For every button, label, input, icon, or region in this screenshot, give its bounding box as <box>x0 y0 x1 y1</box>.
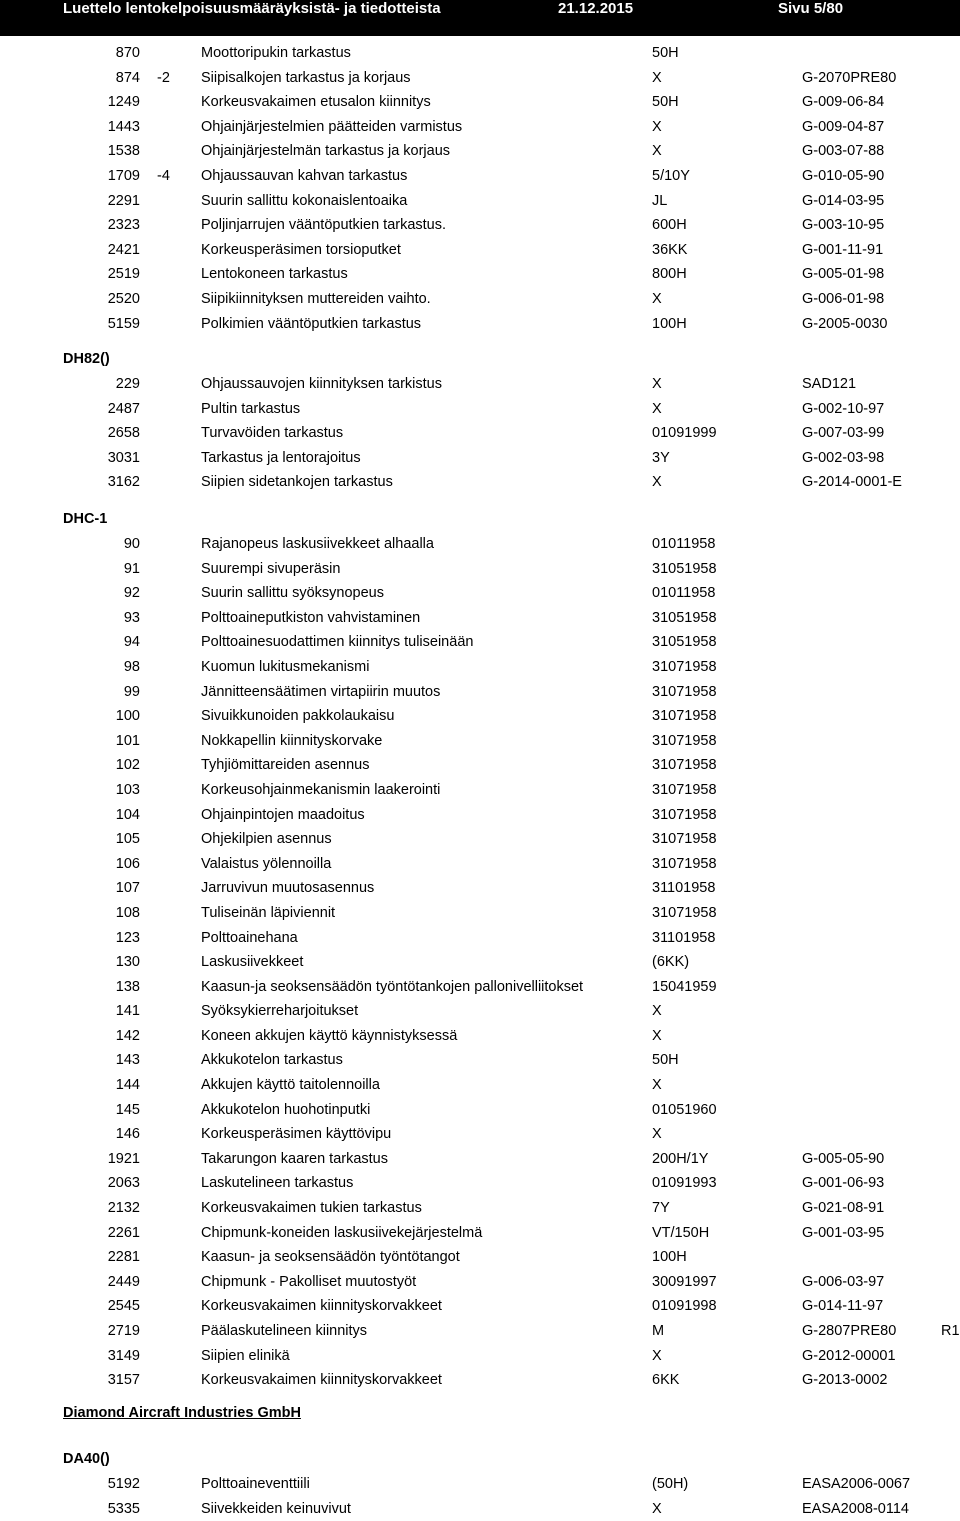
directive-validity: 31071958 <box>652 781 717 798</box>
directive-reference: G-005-05-90 <box>802 1150 885 1167</box>
directive-description: Korkeusvakaimen kiinnityskorvakkeet <box>201 1372 442 1389</box>
directive-description: Korkeusvakaimen kiinnityskorvakkeet <box>201 1298 442 1315</box>
directive-validity: 01051960 <box>652 1101 717 1118</box>
directive-validity: 5/10Y <box>652 167 690 184</box>
directive-description: Turvavöiden tarkastus <box>201 425 344 442</box>
directive-validity: 31051958 <box>652 560 717 577</box>
directive-validity: 3Y <box>652 449 670 466</box>
directive-number: 92 <box>123 585 140 602</box>
directive-number: 130 <box>115 954 140 971</box>
table-row <box>0 139 960 164</box>
table-row <box>0 1073 960 1098</box>
directive-description: Chipmunk - Pakolliset muutostyöt <box>201 1273 417 1290</box>
table-row <box>0 470 960 495</box>
directive-number: 229 <box>115 376 140 392</box>
table-row <box>0 680 960 705</box>
directive-number: 144 <box>115 1077 140 1094</box>
directive-validity: (6KK) <box>652 954 690 971</box>
directive-description: Akkukotelon tarkastus <box>201 1052 343 1069</box>
table-row <box>0 876 960 901</box>
directive-number: 2421 <box>107 241 140 258</box>
directive-reference: G-2005-0030 <box>802 315 888 332</box>
directive-number: 107 <box>115 880 140 897</box>
directive-validity: X <box>652 376 662 392</box>
directive-validity: M <box>652 1323 665 1339</box>
directive-description: Koneen akkujen käyttö käynnistyksessä <box>201 1027 458 1044</box>
directive-number: 1921 <box>107 1150 140 1167</box>
directive-number: 2132 <box>107 1200 140 1217</box>
directive-number: 2281 <box>107 1249 140 1266</box>
table-row <box>0 827 960 852</box>
directive-suffix: -4 <box>157 167 170 184</box>
directive-reference: G-003-07-88 <box>802 143 885 160</box>
directive-validity: 31071958 <box>652 806 717 823</box>
directive-reference: G-006-01-98 <box>802 290 885 307</box>
type-heading-dh82: DH82() <box>63 351 110 367</box>
table-row <box>0 557 960 582</box>
directive-description: Korkeusvakaimen etusalon kiinnitys <box>201 94 431 111</box>
directive-number: 108 <box>115 904 140 921</box>
directive-description: Siipisalkojen tarkastus ja korjaus <box>201 69 411 86</box>
directive-reference: G-2013-0002 <box>802 1372 888 1389</box>
directive-number: 100 <box>115 708 140 725</box>
directive-reference: G-001-03-95 <box>802 1224 885 1241</box>
directive-number: 2323 <box>107 217 140 234</box>
directive-description: Jarruvivun muutosasennus <box>201 880 375 897</box>
directive-validity: X <box>652 143 662 160</box>
document-title: Luettelo lentokelpoisuusmääräyksistä- ja tiedotteista <box>63 0 441 17</box>
directive-validity: 31071958 <box>652 855 717 872</box>
directive-extra: R1 <box>941 1323 960 1339</box>
directive-validity: X <box>652 1077 662 1094</box>
table-row <box>0 753 960 778</box>
table-row <box>0 1221 960 1246</box>
directive-description: Rajanopeus laskusiivekkeet alhaalla <box>201 536 434 552</box>
directive-number: 5335 <box>107 1500 140 1517</box>
directive-validity: X <box>652 474 662 491</box>
directive-validity: X <box>652 400 662 417</box>
directive-validity: 30091997 <box>652 1273 717 1290</box>
table-row <box>0 852 960 877</box>
directive-description: Polttoaineputkiston vahvistaminen <box>201 609 421 626</box>
table-row <box>0 262 960 287</box>
directive-description: Siivekkeiden keinuvivut <box>201 1500 351 1517</box>
directive-description: Poljinjarrujen vääntöputkien tarkastus. <box>201 217 447 234</box>
table-row <box>0 532 960 557</box>
directive-number: 99 <box>123 683 140 700</box>
directive-description: Korkeusperäsimen torsioputket <box>201 241 401 258</box>
directive-number: 5159 <box>107 315 140 332</box>
directive-reference: G-2012-00001 <box>802 1347 896 1364</box>
table-row <box>0 164 960 189</box>
directive-description: Laskutelineen tarkastus <box>201 1175 354 1192</box>
directive-validity: X <box>652 1347 662 1364</box>
table-row <box>0 312 960 337</box>
table-row <box>0 446 960 471</box>
directive-reference: G-003-10-95 <box>802 217 885 234</box>
type-heading-dhc1: DHC-1 <box>63 511 108 527</box>
directive-validity: 01091998 <box>652 1298 717 1315</box>
directive-reference: G-002-03-98 <box>802 449 885 466</box>
table-row <box>0 115 960 140</box>
directive-suffix: -2 <box>157 69 170 86</box>
directive-description: Ohjaussauvojen kiinnityksen tarkistus <box>201 376 442 392</box>
table-row <box>0 1048 960 1073</box>
table-row <box>0 287 960 312</box>
directive-number: 2658 <box>107 425 140 442</box>
directive-number: 1538 <box>107 143 140 160</box>
directive-description: Tyhjiömittareiden asennus <box>201 757 370 774</box>
directive-description: Ohjainpintojen maadoitus <box>201 806 365 823</box>
table-row <box>0 189 960 214</box>
table-row <box>0 372 960 397</box>
table-row <box>0 1344 960 1369</box>
directive-validity: 600H <box>652 217 687 234</box>
directive-reference: G-009-06-84 <box>802 94 885 111</box>
directive-number: 874 <box>115 69 140 86</box>
table-row <box>0 1294 960 1319</box>
table-row <box>0 778 960 803</box>
directive-description: Sivuikkunoiden pakkolaukaisu <box>201 708 395 725</box>
directive-validity: 50H <box>652 94 679 111</box>
directive-reference: G-007-03-99 <box>802 425 885 442</box>
directive-number: 123 <box>115 929 140 946</box>
directive-number: 1443 <box>107 118 140 135</box>
directive-number: 143 <box>115 1052 140 1069</box>
directive-validity: 31071958 <box>652 683 717 700</box>
directive-number: 1709 <box>107 167 140 184</box>
directive-validity: 200H/1Y <box>652 1150 709 1167</box>
directive-validity: 7Y <box>652 1200 670 1217</box>
directive-validity: 31071958 <box>652 831 717 848</box>
document-date: 21.12.2015 <box>558 0 634 17</box>
directive-number: 141 <box>115 1003 140 1020</box>
directive-number: 2719 <box>107 1323 140 1339</box>
table-row <box>0 1098 960 1123</box>
directive-description: Siipikiinnityksen muttereiden vaihto. <box>201 290 431 307</box>
table-row <box>0 630 960 655</box>
directive-validity: 31101958 <box>652 929 716 946</box>
table-row <box>0 1270 960 1295</box>
directive-number: 2519 <box>107 266 140 283</box>
directive-number: 2291 <box>107 192 140 209</box>
directive-reference: G-2807PRE80 <box>802 1323 897 1339</box>
directive-number: 870 <box>115 45 140 61</box>
directive-number: 2261 <box>107 1224 140 1241</box>
directive-validity: (50H) <box>652 1476 689 1492</box>
directive-description: Tarkastus ja lentorajoitus <box>201 449 361 466</box>
manufacturer-heading: Diamond Aircraft Industries GmbH <box>63 1405 301 1421</box>
directive-number: 3157 <box>107 1372 140 1389</box>
directive-reference: G-014-03-95 <box>802 192 885 209</box>
directive-table-dhc1 <box>0 532 960 1393</box>
directive-validity: 31071958 <box>652 708 717 725</box>
type-heading-da40: DA40() <box>63 1451 110 1467</box>
directive-reference: G-021-08-91 <box>802 1200 885 1217</box>
directive-number: 146 <box>115 1126 140 1143</box>
directive-description: Syöksykierreharjoitukset <box>201 1003 359 1020</box>
directive-number: 98 <box>123 658 140 675</box>
directive-validity: 6KK <box>652 1372 680 1389</box>
directive-description: Polttoainehana <box>201 929 298 946</box>
directive-description: Lentokoneen tarkastus <box>201 266 348 283</box>
table-row <box>0 704 960 729</box>
directive-description: Kuomun lukitusmekanismi <box>201 658 370 675</box>
directive-validity: 100H <box>652 315 687 332</box>
page-header <box>0 0 960 36</box>
directive-number: 3149 <box>107 1347 140 1364</box>
directive-reference: SAD121 <box>802 376 857 392</box>
table-row <box>0 1368 960 1393</box>
table-row <box>0 1196 960 1221</box>
directive-reference: EASA2006-0067 <box>802 1476 911 1492</box>
directive-validity: 100H <box>652 1249 687 1266</box>
table-row <box>0 41 960 66</box>
directive-description: Moottoripukin tarkastus <box>201 45 351 61</box>
directive-reference: G-010-05-90 <box>802 167 885 184</box>
table-row <box>0 606 960 631</box>
directive-description: Ohjainjärjestelmän tarkastus ja korjaus <box>201 143 451 160</box>
directive-reference: G-2014-0001-E <box>802 474 902 491</box>
table-row <box>0 1497 960 1521</box>
directive-validity: 31051958 <box>652 609 717 626</box>
directive-validity: 31051958 <box>652 634 717 651</box>
directive-description: Siipien elinikä <box>201 1347 290 1364</box>
directive-number: 106 <box>115 855 140 872</box>
directive-description: Tuliseinän läpiviennit <box>201 904 336 921</box>
table-row <box>0 999 960 1024</box>
directive-description: Suurin sallittu kokonaislentoaika <box>201 192 408 209</box>
directive-validity: X <box>652 1126 662 1143</box>
directive-description: Siipien sidetankojen tarkastus <box>201 474 393 491</box>
directive-validity: 31071958 <box>652 904 717 921</box>
table-row <box>0 581 960 606</box>
table-row <box>0 950 960 975</box>
directive-description: Kaasun- ja seoksensäädön työntötangot <box>201 1249 460 1266</box>
directive-number: 104 <box>115 806 140 823</box>
table-row <box>0 975 960 1000</box>
directive-validity: X <box>652 69 662 86</box>
directive-validity: X <box>652 1003 662 1020</box>
directive-validity: 36KK <box>652 241 688 258</box>
directive-validity: VT/150H <box>652 1224 710 1241</box>
directive-validity: 50H <box>652 1052 679 1069</box>
table-row <box>0 238 960 263</box>
directive-description: Valaistus yölennoilla <box>201 855 332 872</box>
directive-table-top <box>0 41 960 336</box>
directive-validity: 31101958 <box>652 880 716 897</box>
table-row <box>0 213 960 238</box>
table-row <box>0 729 960 754</box>
directive-validity: 01011958 <box>652 585 716 602</box>
table-row <box>0 90 960 115</box>
directive-number: 2487 <box>107 400 140 417</box>
table-row <box>0 1319 960 1344</box>
directive-reference: G-014-11-97 <box>802 1298 884 1315</box>
directive-number: 2520 <box>107 290 140 307</box>
table-row <box>0 66 960 91</box>
directive-reference: G-006-03-97 <box>802 1273 885 1290</box>
directive-description: Kaasun-ja seoksensäädön työntötankojen pallonivelliitokset <box>201 978 584 995</box>
page-number: Sivu 5/80 <box>778 0 844 17</box>
directive-number: 3162 <box>107 474 140 491</box>
directive-number: 3031 <box>107 449 140 466</box>
directive-table-da40 <box>0 1472 960 1521</box>
directive-reference: G-005-01-98 <box>802 266 885 283</box>
directive-number: 1249 <box>107 94 140 111</box>
table-row <box>0 901 960 926</box>
directive-validity: 15041959 <box>652 978 717 995</box>
directive-number: 91 <box>123 560 140 577</box>
directive-description: Suurin sallittu syöksynopeus <box>201 585 384 602</box>
directive-validity: 31071958 <box>652 757 717 774</box>
directive-description: Laskusiivekkeet <box>201 954 304 971</box>
directive-number: 142 <box>115 1027 140 1044</box>
table-row <box>0 1245 960 1270</box>
directive-description: Ohjekilpien asennus <box>201 831 332 848</box>
table-row <box>0 1147 960 1172</box>
table-row <box>0 421 960 446</box>
directive-number: 2545 <box>107 1298 140 1315</box>
directive-validity: 31071958 <box>652 658 717 675</box>
directive-validity: X <box>652 290 662 307</box>
directive-number: 103 <box>115 781 140 798</box>
table-row <box>0 1472 960 1497</box>
directive-reference: G-001-06-93 <box>802 1175 885 1192</box>
directive-number: 93 <box>123 609 140 626</box>
directive-description: Chipmunk-koneiden laskusiivekejärjestelmä <box>201 1224 483 1241</box>
directive-description: Akkukotelon huohotinputki <box>201 1101 371 1118</box>
directive-validity: 01091999 <box>652 425 717 442</box>
directive-validity: 50H <box>652 45 679 61</box>
directive-reference: G-2070PRE80 <box>802 69 897 86</box>
directive-reference: G-002-10-97 <box>802 400 885 417</box>
directive-description: Ohjaussauvan kahvan tarkastus <box>201 167 408 184</box>
directive-description: Takarungon kaaren tarkastus <box>201 1150 388 1167</box>
table-row <box>0 1024 960 1049</box>
directive-number: 94 <box>123 634 140 651</box>
directive-number: 145 <box>115 1101 140 1118</box>
directive-validity: X <box>652 1027 662 1044</box>
table-row <box>0 1122 960 1147</box>
directive-number: 2063 <box>107 1175 140 1192</box>
directive-description: Suurempi sivuperäsin <box>201 560 341 577</box>
table-row <box>0 397 960 422</box>
directive-description: Jännitteensäätimen virtapiirin muutos <box>201 683 441 700</box>
directive-description: Pultin tarkastus <box>201 400 301 417</box>
directive-description: Akkujen käyttö taitolennoilla <box>201 1077 380 1094</box>
table-row <box>0 1171 960 1196</box>
directive-validity: X <box>652 118 662 135</box>
directive-number: 2449 <box>107 1273 140 1290</box>
directive-validity: 31071958 <box>652 732 717 749</box>
directive-description: Päälaskutelineen kiinnitys <box>201 1323 368 1339</box>
table-row <box>0 926 960 951</box>
directive-reference: EASA2008-0114 <box>802 1500 909 1517</box>
directive-validity: 01011958 <box>652 536 716 552</box>
directive-number: 101 <box>115 732 140 749</box>
directive-number: 5192 <box>107 1476 140 1492</box>
directive-description: Polkimien vääntöputkien tarkastus <box>201 315 422 332</box>
directive-number: 90 <box>123 536 140 552</box>
directive-description: Korkeusohjainmekanismin laakerointi <box>201 781 441 798</box>
directive-validity: JL <box>652 192 668 209</box>
table-row <box>0 655 960 680</box>
table-row <box>0 803 960 828</box>
directive-description: Polttoainesuodattimen kiinnitys tuliseinään <box>201 634 474 651</box>
directive-description: Korkeusvakaimen tukien tarkastus <box>201 1200 422 1217</box>
directive-number: 105 <box>115 831 140 848</box>
directive-reference: G-009-04-87 <box>802 118 885 135</box>
directive-number: 102 <box>115 757 140 774</box>
directive-description: Korkeusperäsimen käyttövipu <box>201 1126 392 1143</box>
directive-number: 138 <box>115 978 140 995</box>
directive-validity: X <box>652 1500 662 1517</box>
directive-table-dh82 <box>0 372 960 495</box>
directive-description: Nokkapellin kiinnityskorvake <box>201 732 383 749</box>
directive-validity: 800H <box>652 266 687 283</box>
directive-description: Polttoaineventtiili <box>201 1476 310 1492</box>
directive-reference: G-001-11-91 <box>802 241 884 258</box>
directive-description: Ohjainjärjestelmien päätteiden varmistus <box>201 118 463 135</box>
directive-validity: 01091993 <box>652 1175 717 1192</box>
